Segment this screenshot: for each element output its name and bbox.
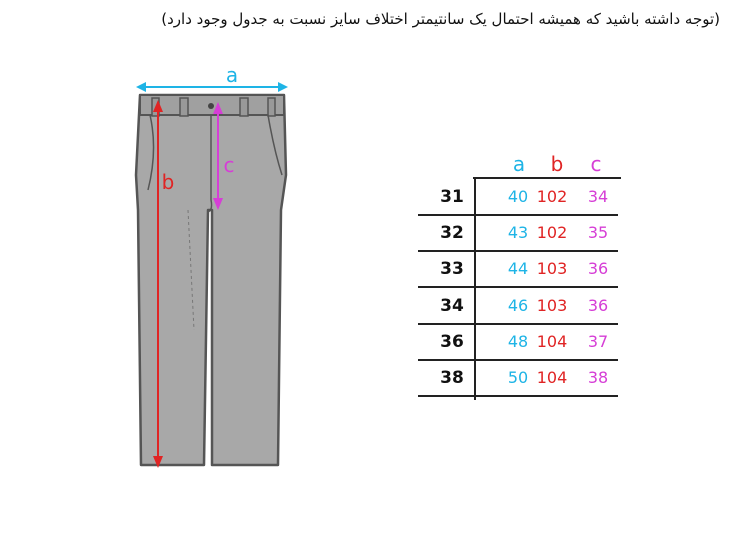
- table-row: [415, 324, 625, 360]
- size-table: [415, 150, 625, 400]
- row-divider: [418, 395, 618, 397]
- b-cell: 104: [536, 332, 568, 351]
- header-b: b: [550, 152, 564, 176]
- size-cell: 33: [440, 259, 464, 279]
- c-cell: 35: [587, 223, 609, 242]
- table-row: [415, 251, 625, 287]
- b-cell: 103: [536, 296, 568, 315]
- a-cell: 46: [507, 296, 529, 315]
- table-row: [415, 179, 625, 215]
- c-cell: 37: [587, 332, 609, 351]
- b-cell: 103: [536, 259, 568, 278]
- size-cell: 38: [440, 368, 464, 388]
- a-cell: 40: [507, 187, 529, 206]
- header-c: c: [590, 152, 602, 176]
- a-cell: 43: [507, 223, 529, 242]
- measure-a-arrow: [136, 82, 288, 92]
- a-cell: 50: [507, 368, 529, 387]
- size-disclaimer-note: (توجه داشته باشید که همیشه احتمال یک سانتیمتر اختلاف سایز نسبت به جدول وجود دارد): [161, 10, 720, 28]
- table-row: [415, 288, 625, 324]
- a-cell: 44: [507, 259, 529, 278]
- table-row: [415, 360, 625, 396]
- b-cell: 102: [536, 187, 568, 206]
- b-cell: 104: [536, 368, 568, 387]
- c-cell: 36: [587, 296, 609, 315]
- size-cell: 32: [440, 223, 464, 243]
- measure-c-label: c: [223, 153, 235, 177]
- size-cell: 36: [440, 332, 464, 352]
- table-row: [415, 215, 625, 251]
- b-cell: 102: [536, 223, 568, 242]
- size-cell: 34: [440, 296, 464, 316]
- a-cell: 48: [507, 332, 529, 351]
- measure-b-label: b: [161, 170, 175, 194]
- c-cell: 38: [587, 368, 609, 387]
- size-cell: 31: [440, 187, 464, 207]
- c-cell: 34: [587, 187, 609, 206]
- measure-a-label: a: [225, 63, 239, 87]
- header-a: a: [512, 152, 526, 176]
- c-cell: 36: [587, 259, 609, 278]
